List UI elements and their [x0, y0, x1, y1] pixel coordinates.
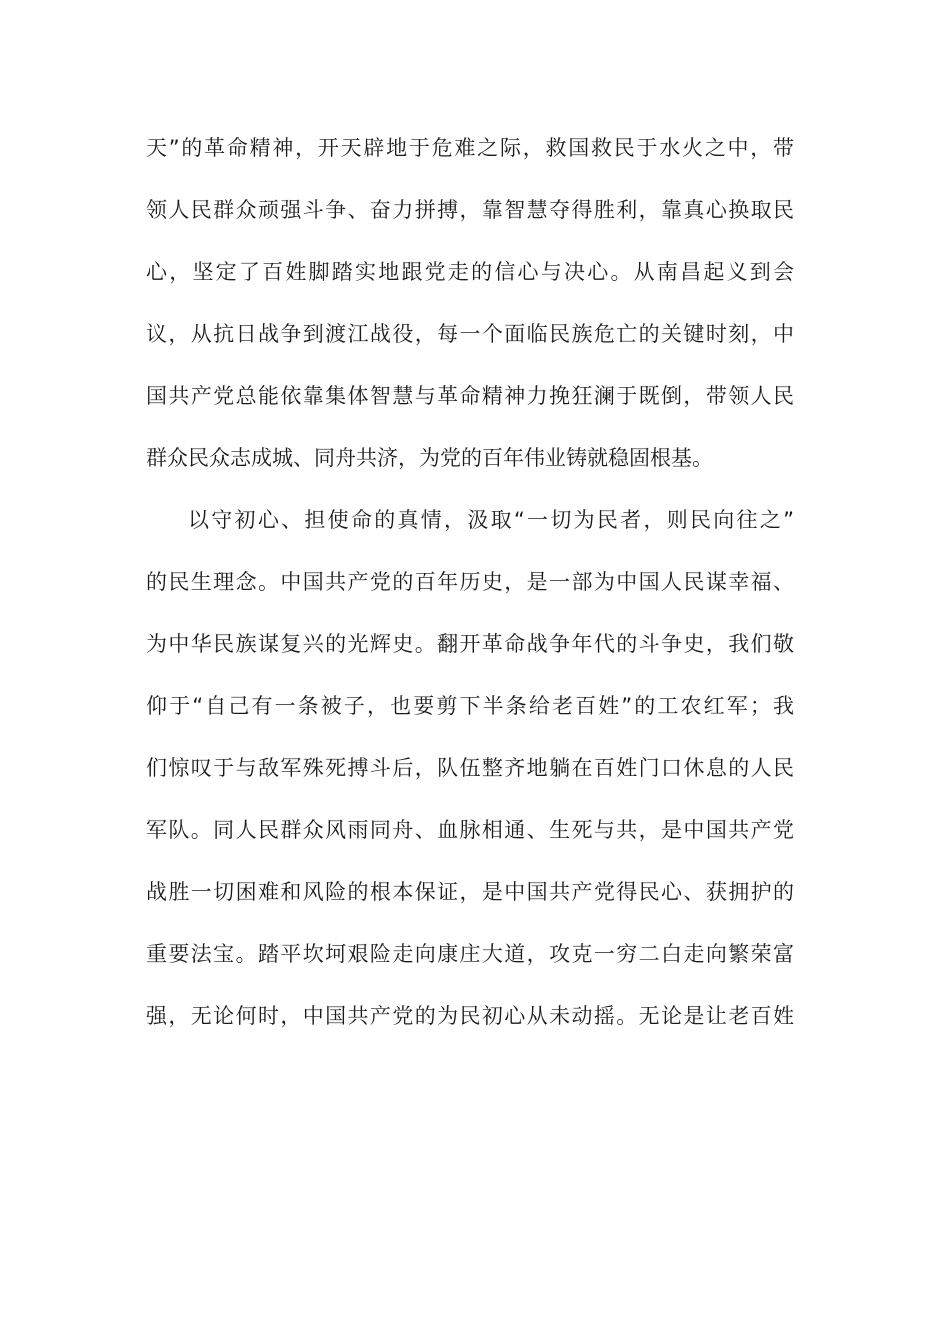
text-line: 国共产党总能依靠集体智慧与革命精神力挽狂澜于既倒，带领人民 — [146, 384, 794, 408]
text-line: 领人民群众顽强斗争、奋力拼搏，靠智慧夺得胜利，靠真心换取民 — [146, 198, 794, 222]
body-text — [146, 128, 794, 1058]
text-line: 重要法宝。踏平坎坷艰险走向康庄大道，攻克一穷二白走向繁荣富 — [146, 942, 794, 966]
text-line: 战胜一切困难和风险的根本保证，是中国共产党得民心、获拥护的 — [146, 880, 794, 904]
text-line: 们惊叹于与敌军殊死搏斗后，队伍整齐地躺在百姓门口休息的人民 — [146, 756, 794, 780]
text-line: 仰于“自己有一条被子，也要剪下半条给老百姓”的工农红军；我 — [146, 694, 794, 718]
text-line: 群众民众志成城、同舟共济，为党的百年伟业铸就稳固根基。 — [146, 446, 713, 470]
text-line: 心，坚定了百姓脚踏实地跟党走的信心与决心。从南昌起义到会 — [146, 260, 794, 284]
text-line: 以守初心、担使命的真情，汲取“一切为民者，则民向往之” — [188, 508, 794, 532]
text-line: 为中华民族谋复兴的光辉史。翻开革命战争年代的斗争史，我们敬 — [146, 632, 794, 656]
text-line: 的民生理念。中国共产党的百年历史，是一部为中国人民谋幸福、 — [146, 570, 794, 594]
text-line: 军队。同人民群众风雨同舟、血脉相通、生死与共，是中国共产党 — [146, 818, 794, 842]
text-line: 强，无论何时，中国共产党的为民初心从未动摇。无论是让老百姓 — [146, 1004, 794, 1028]
text-line: 天”的革命精神，开天辟地于危难之际，救国救民于水火之中，带 — [146, 136, 794, 160]
text-line: 议，从抗日战争到渡江战役，每一个面临民族危亡的关键时刻，中 — [146, 322, 794, 346]
